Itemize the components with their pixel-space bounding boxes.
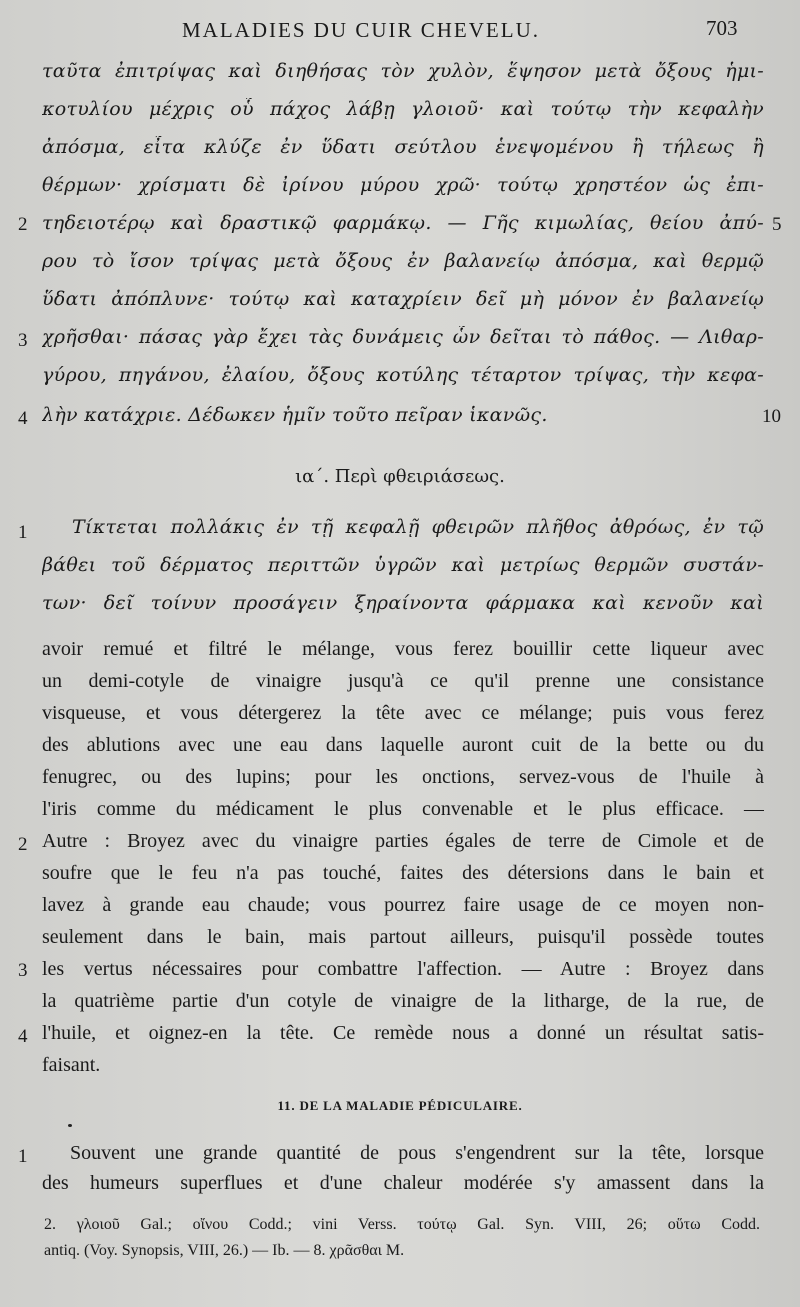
french-section-heading: 11. DE LA MALADIE PÉDICULAIRE. xyxy=(277,1098,523,1113)
french-line: fenugrec, ou des lupins; pour les onctions, servez-vous de l'huile à xyxy=(42,766,764,788)
french-line: l'huile, et oignez-en la tête. Ce remède nous a donné un résultat satis- xyxy=(42,1022,764,1044)
margin-line-number: 1 xyxy=(18,1146,28,1167)
french-line: Souvent une grande quantité de pous s'engendrent sur la tête, lorsque xyxy=(70,1142,764,1164)
french-line: avoir remué et filtré le mélange, vous ferez bouillir cette liqueur avec xyxy=(42,638,764,660)
margin-line-number: 4 xyxy=(18,408,28,429)
ink-speck xyxy=(68,1124,72,1127)
margin-line-number: 3 xyxy=(18,330,28,351)
greek-line: τηδειοτέρῳ καὶ δραστικῷ φαρμάκῳ. — Γῆς κιμωλίας, θείου ἀπύ- xyxy=(42,212,764,234)
greek-line: ὕδατι ἀπόπλυνε· τούτῳ καὶ καταχρίειν δεῖ μὴ μόνον ἐν βαλανείῳ xyxy=(42,288,764,310)
margin-line-number: 10 xyxy=(762,406,781,427)
page-number: 703 xyxy=(706,16,738,40)
greek-line: χρῆσθαι· πάσας γὰρ ἔχει τὰς δυνάμεις ὧν δεῖται τὸ πάθος. — Λιθαρ- xyxy=(42,326,764,348)
french-line: les vertus nécessaires pour combattre l'affection. — Autre : Broyez dans xyxy=(42,958,764,980)
greek-section-heading: ια΄. Περὶ φθειριάσεως. xyxy=(295,466,505,487)
margin-line-number: 4 xyxy=(18,1026,28,1047)
footnote-line: antiq. (Voy. Synopsis, VIII, 26.) — Ib. — 8. χρᾶσθαι M. xyxy=(44,1242,405,1259)
french-line: visqueuse, et vous détergerez la tête avec ce mélange; puis vous ferez xyxy=(42,702,764,724)
greek-line: ρου τὸ ἴσον τρίψας μετὰ ὄξους ἐν βαλανείῳ ἀπόσμα, καὶ θερμῷ xyxy=(42,250,764,272)
greek-line: ἀπόσμα, εἶτα κλύζε ἐν ὕδατι σεύτλου ἑνεψομένου ἢ τήλεως ἢ xyxy=(42,136,764,158)
greek-line: των· δεῖ τοίνυν προσάγειν ξηραίνοντα φάρμακα καὶ κενοῦν καὶ xyxy=(42,592,764,614)
greek-line: γύρου, πηγάνου, ἐλαίου, ὄξους κοτύλης τέταρτον τρίψας, τὴν κεφα- xyxy=(42,364,764,386)
greek-line: κοτυλίου μέχρις οὗ πάχος λάβῃ γλοιοῦ· καὶ τούτῳ τὴν κεφαλὴν xyxy=(42,98,764,120)
greek-line: θέρμων· χρίσματι δὲ ἰρίνου μύρου χρῶ· τούτῳ χρηστέον ὡς ἐπι- xyxy=(42,174,764,196)
french-line: des humeurs superflues et d'une chaleur modérée s'y amassent dans la xyxy=(42,1172,764,1194)
margin-line-number: 2 xyxy=(18,214,28,235)
margin-line-number: 2 xyxy=(18,834,28,855)
footnote-line: 2. γλοιοῦ Gal.; οἴνου Codd.; vini Verss. τούτῳ Gal. Syn. VIII, 26; οὕτω Codd. xyxy=(44,1216,760,1233)
margin-line-number: 1 xyxy=(18,522,28,543)
greek-line: Τίκτεται πολλάκις ἐν τῇ κεφαλῇ φθειρῶν πλῆθος ἀθρόως, ἐν τῷ xyxy=(72,516,764,538)
french-line: l'iris comme du médicament le plus convenable et le plus efficace. — xyxy=(42,798,764,820)
french-line: un demi-cotyle de vinaigre jusqu'à ce qu'il prenne une consistance xyxy=(42,670,764,692)
french-line: lavez à grande eau chaude; vous pourrez faire usage de ce moyen non- xyxy=(42,894,764,916)
greek-line: λὴν κατάχριε. Δέδωκεν ἡμῖν τοῦτο πεῖραν ἱκανῶς. xyxy=(42,404,548,426)
french-line: la quatrième partie d'un cotyle de vinaigre de la litharge, de la rue, de xyxy=(42,990,764,1012)
french-line: faisant. xyxy=(42,1054,101,1076)
margin-line-number: 3 xyxy=(18,960,28,981)
greek-line: ταῦτα ἐπιτρίψας καὶ διηθήσας τὸν χυλὸν, ἕψησον μετὰ ὄξους ἡμι- xyxy=(42,60,764,82)
margin-line-number: 5 xyxy=(772,214,782,235)
french-line: des ablutions avec une eau dans laquelle auront cuit de la bette ou du xyxy=(42,734,764,756)
french-line: Autre : Broyez avec du vinaigre parties égales de terre de Cimole et de xyxy=(42,830,764,852)
french-line: seulement dans le bain, mais partout ailleurs, puisqu'il possède toutes xyxy=(42,926,764,948)
running-title: MALADIES DU CUIR CHEVELU. xyxy=(182,18,540,42)
greek-line: βάθει τοῦ δέρματος περιττῶν ὑγρῶν καὶ μετρίως θερμῶν συστάν- xyxy=(42,554,764,576)
french-line: soufre que le feu n'a pas touché, faites des détersions dans le bain et xyxy=(42,862,764,884)
